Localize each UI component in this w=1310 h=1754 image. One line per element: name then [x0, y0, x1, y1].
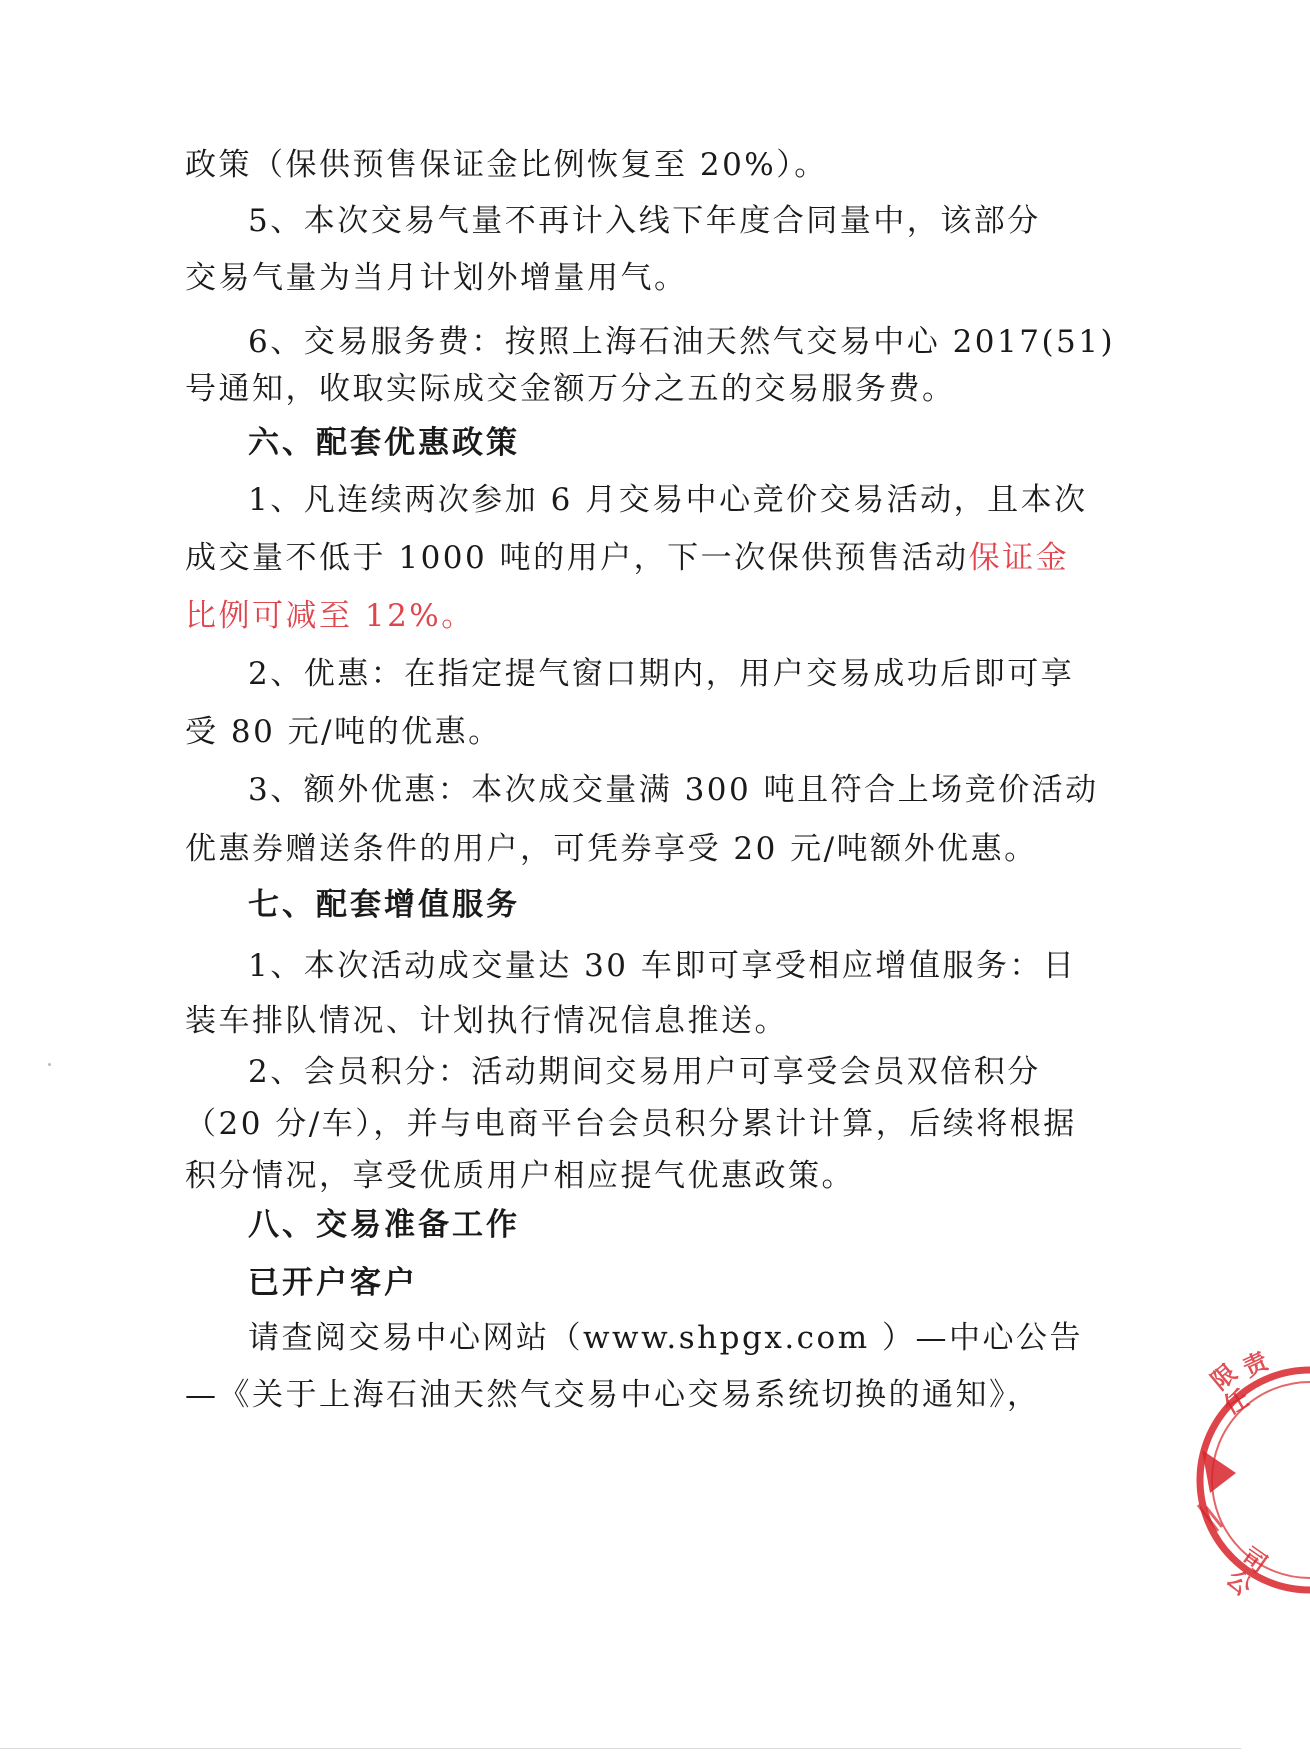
paragraph-line: —《关于上海石油天然气交易中心交易系统切换的通知》， — [185, 1377, 1041, 1413]
paragraph-line: 5、本次交易气量不再计入线下年度合同量中，该部分 — [248, 203, 1041, 239]
paragraph-line: 1、凡连续两次参加 6 月交易中心竞价交易活动，且本次 — [248, 482, 1088, 518]
paragraph-line: 优惠券赠送条件的用户，可凭券享受 20 元/吨额外优惠。 — [185, 831, 1038, 867]
svg-text:任: 任 — [1219, 1383, 1254, 1421]
paragraph-line: 受 80 元/吨的优惠。 — [185, 714, 502, 750]
scan-speck — [48, 1063, 51, 1066]
highlighted-text: 保证金 — [968, 540, 1070, 576]
scan-edge-line — [0, 1748, 1241, 1749]
svg-text:公: 公 — [1220, 1564, 1258, 1602]
paragraph-line: 交易气量为当月计划外增量用气。 — [185, 260, 688, 296]
paragraph-line: 请查阅交易中心网站（www.shpgx.com ）—中心公告 — [248, 1320, 1083, 1356]
paragraph-line: 政策（保供预售保证金比例恢复至 20%）。 — [185, 147, 828, 183]
paragraph-line: 装车排队情况、计划执行情况信息推送。 — [185, 1003, 788, 1039]
section-heading: 八、交易准备工作 — [248, 1207, 520, 1243]
paragraph-line: 号通知，收取实际成交金额万分之五的交易服务费。 — [185, 371, 956, 407]
svg-text:司: 司 — [1236, 1541, 1273, 1579]
paragraph-line: （20 分/车），并与电商平台会员积分累计计算，后续将根据 — [185, 1106, 1077, 1142]
section-heading: 六、配套优惠政策 — [248, 425, 520, 461]
section-heading: 七、配套增值服务 — [248, 887, 520, 923]
paragraph-line: 3、额外优惠：本次成交量满 300 吨且符合上场竞价活动 — [248, 772, 1099, 808]
paragraph-line — [185, 538, 1070, 578]
paragraph-line: 6、交易服务费：按照上海石油天然气交易中心 2017(51) — [248, 324, 1116, 360]
official-seal-stamp — [1170, 1346, 1310, 1605]
svg-text:限: 限 — [1205, 1358, 1243, 1396]
paragraph-line: 积分情况，享受优质用户相应提气优惠政策。 — [185, 1158, 855, 1194]
svg-text:责: 责 — [1238, 1346, 1273, 1383]
paragraph-text: 成交量不低于 1000 吨的用户，下一次保供预售活动 — [185, 540, 969, 576]
paragraph-line: 2、会员积分：活动期间交易用户可享受会员双倍积分 — [248, 1054, 1041, 1090]
paragraph-line: 2、优惠：在指定提气窗口期内，用户交易成功后即可享 — [248, 656, 1075, 692]
subsection-heading: 已开户客户 — [248, 1265, 418, 1301]
paragraph-line: 1、本次活动成交量达 30 车即可享受相应增值服务：日 — [248, 948, 1077, 984]
highlighted-line: 比例可减至 12%。 — [185, 598, 475, 634]
